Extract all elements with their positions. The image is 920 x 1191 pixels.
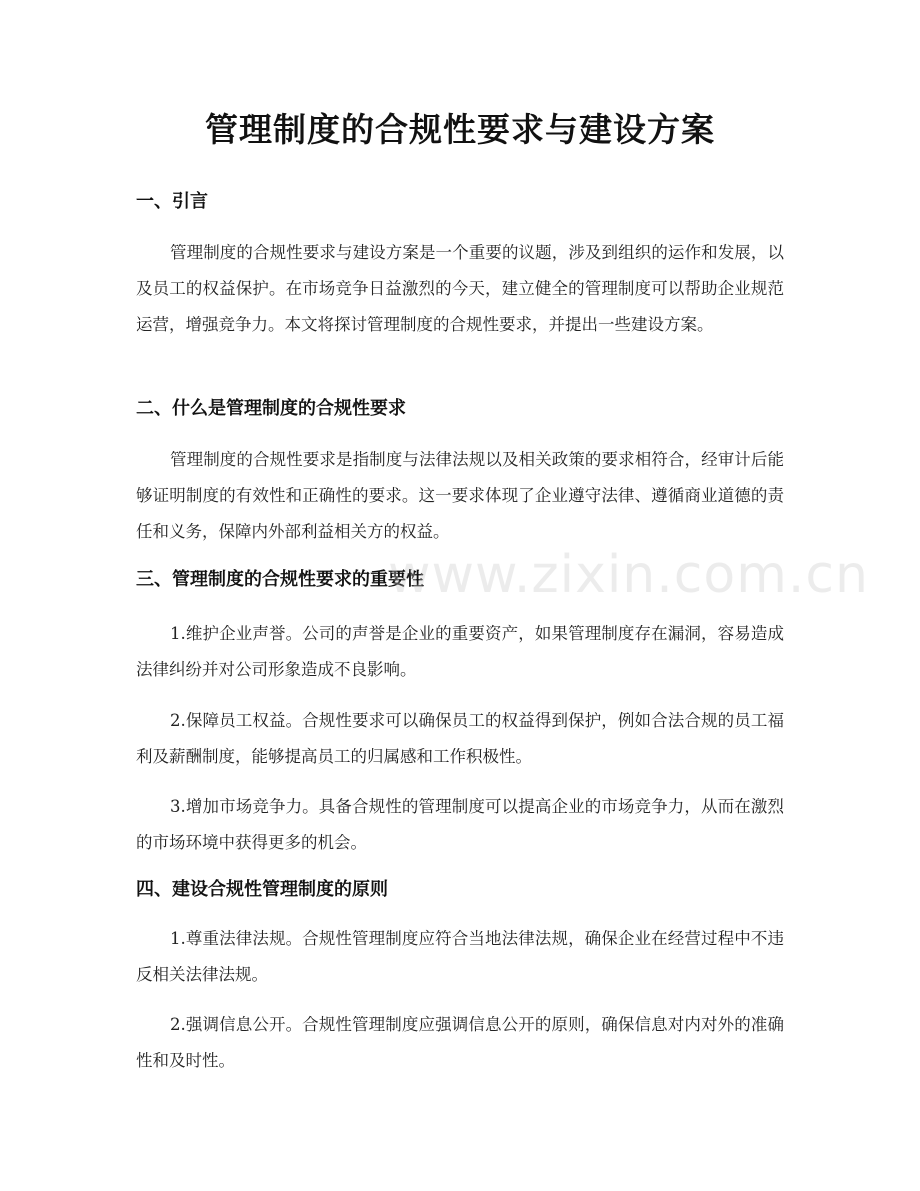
document-title: 管理制度的合规性要求与建设方案 bbox=[205, 110, 715, 149]
section-heading-introduction: 一、引言 bbox=[136, 191, 208, 212]
paragraph-principles-2: 2.强调信息公开。合规性管理制度应强调信息公开的原则，确保信息对内对外的准确性和及时性。 bbox=[136, 1015, 784, 1070]
section-heading-definition: 二、什么是管理制度的合规性要求 bbox=[136, 398, 406, 419]
paragraph-introduction: 管理制度的合规性要求与建设方案是一个重要的议题，涉及到组织的运作和发展，以及员工的权益保护。在市场竞争日益激烈的今天，建立健全的管理制度可以帮助企业规范运营，增强竞争力。本文将探讨管理制度的合规性要求，并提出一些建设方案。 bbox=[136, 243, 784, 334]
section-heading-principles: 四、建设合规性管理制度的原则 bbox=[136, 879, 388, 900]
paragraph-definition: 管理制度的合规性要求是指制度与法律法规以及相关政策的要求相符合，经审计后能够证明制度的有效性和正确性的要求。这一要求体现了企业遵守法律、遵循商业道德的责任和义务，保障内外部利益相关方的权益。 bbox=[136, 450, 784, 541]
paragraph-importance-2: 2.保障员工权益。合规性要求可以确保员工的权益得到保护，例如合法合规的员工福利及薪酬制度，能够提高员工的归属感和工作积极性。 bbox=[136, 711, 784, 766]
paragraph-importance-3: 3.增加市场竞争力。具备合规性的管理制度可以提高企业的市场竞争力，从而在激烈的市场环境中获得更多的机会。 bbox=[136, 797, 784, 852]
paragraph-principles-1: 1.尊重法律法规。合规性管理制度应符合当地法律法规，确保企业在经营过程中不违反相关法律法规。 bbox=[136, 929, 784, 984]
watermark: www.zixin.com.cn bbox=[388, 545, 869, 605]
paragraph-importance-1: 1.维护企业声誉。公司的声誉是企业的重要资产，如果管理制度存在漏洞，容易造成法律纠纷并对公司形象造成不良影响。 bbox=[136, 624, 784, 679]
section-heading-importance: 三、管理制度的合规性要求的重要性 bbox=[136, 569, 424, 590]
